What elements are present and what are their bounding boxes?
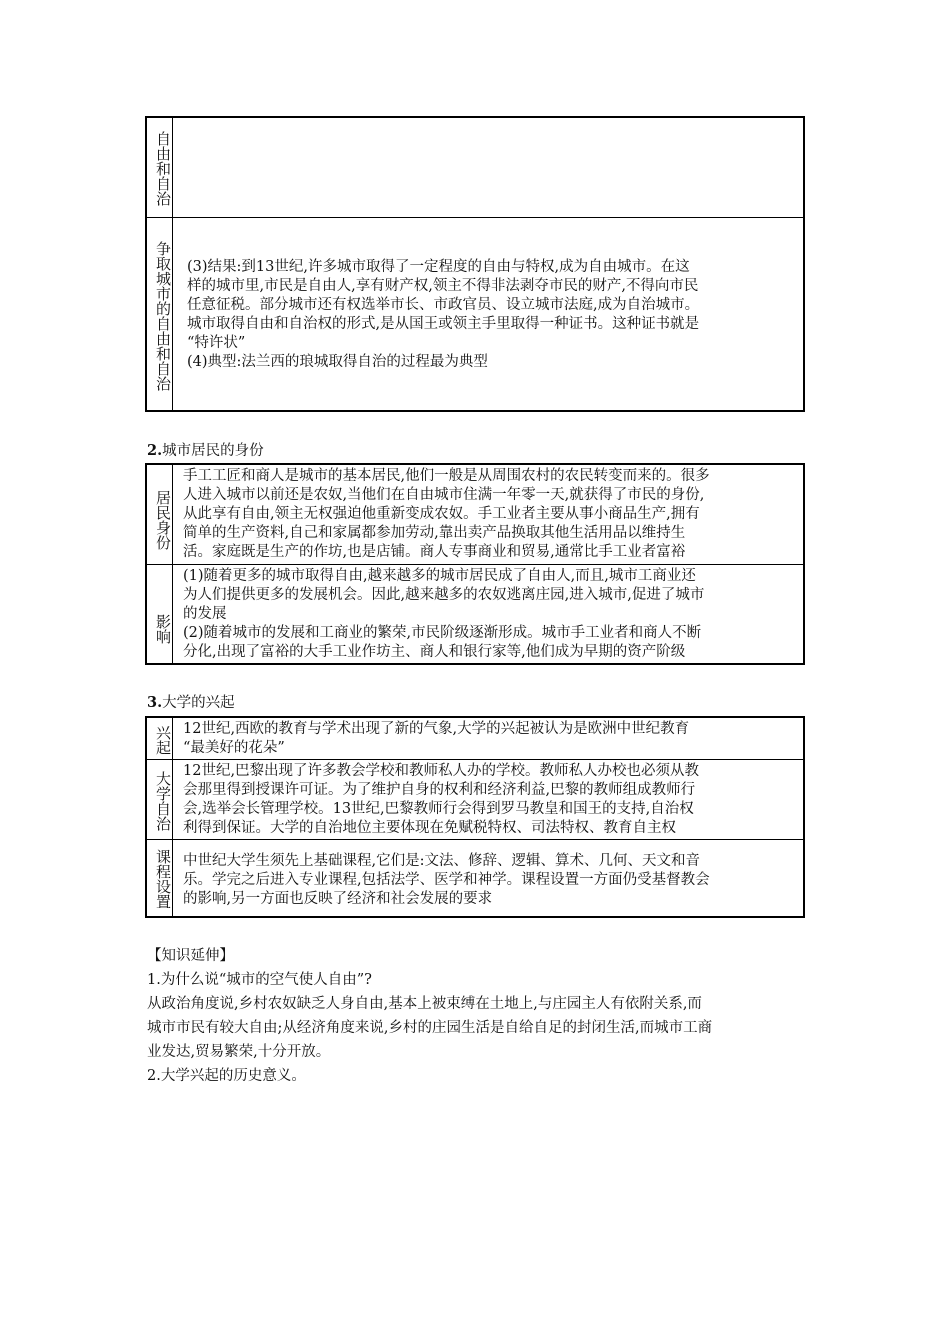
knowledge-extension <box>147 944 812 1088</box>
row-header-identity: 居民身份 <box>147 465 173 565</box>
answer-1-line: 从政治角度说,乡村农奴缺乏人身自由,基本上被束缚在土地上,与庄园主人有依附关系,而 <box>147 996 702 1012</box>
extension-heading: 【知识延伸】 <box>147 948 234 964</box>
row-cell-autonomy: 12世纪,巴黎出现了许多教会学校和教师私人办的学校。教师私人办校也必须从教 会那里得到授课许可证。为了维护自身的权利和经济利益,巴黎的教师组成教师行 会,选举会长管理学校。13世纪,巴黎教师行会得到罗马教皇和国王的支持,自治权 利得到保证。大学的自治地位主要体现在免赋税特权、司法特权、教育自主权 <box>173 760 803 840</box>
question-1: 1.为什么说“城市的空气使人自由”? <box>147 972 372 988</box>
row-cell-curriculum: 中世纪大学生须先上基础课程,它们是:文法、修辞、逻辑、算术、几何、天文和音 乐。学完之后进入专业课程,包括法学、医学和神学。课程设置一方面仍受基督教会 的影响,另一方面也反映了经济和社会发展的要求 <box>183 853 710 907</box>
city-autonomy-table <box>145 116 805 412</box>
row-header-rise: 兴起 <box>147 718 173 760</box>
row-header-freedom: 自由和自治 <box>147 118 173 218</box>
university-table <box>145 716 805 918</box>
row-cell-rise: 12世纪,西欧的教育与学术出现了新的气象,大学的兴起被认为是欧洲中世纪教育 “最美好的花朵” <box>173 718 803 760</box>
section-2-heading: 2.城市居民的身份 <box>147 442 264 459</box>
question-2: 2.大学兴起的历史意义。 <box>147 1068 306 1084</box>
row-header-autonomy: 大学自治 <box>147 760 173 840</box>
row-cell-freedom <box>173 118 803 218</box>
row-header-struggle: 争取城市的自由和自治 <box>147 218 173 412</box>
answer-1-line: 城市市民有较大自由;从经济角度来说,乡村的庄园生活是自给自足的封闭生活,而城市工商 <box>147 1020 713 1036</box>
row-cell-influence: (1)随着更多的城市取得自由,越来越多的城市居民成了自由人,而且,城市工商业还 为人们提供更多的发展机会。因此,越来越多的农奴逃离庄园,进入城市,促进了城市 的发展 (2)随着城市的发展和工商业的繁荣,市民阶级逐渐形成。城市手工业者和商人不断 分化,出现了富裕的大手工业作坊主、商人和银行家等,他们成为早期的资产阶级 <box>183 568 705 660</box>
row-cell-identity: 手工工匠和商人是城市的基本居民,他们一般是从周围农村的农民转变而来的。很多 人进入城市以前还是农奴,当他们在自由城市住满一年零一天,就获得了市民的身份, 从此享有自由,领主无权强迫他重新变成农奴。手工业者主要从事小商品生产,拥有 简单的生产资料,自己和家属都参加劳动,靠出卖产品换取其他生活用品以维持生 活。家庭既是生产的作坊,也是店铺。商人专事商业和贸易,通常比手工业者富裕 <box>173 465 803 565</box>
section-3-heading: 3.大学的兴起 <box>147 694 235 711</box>
row-header-influence: 影响 <box>147 565 173 665</box>
row-header-curriculum: 课程设置 <box>147 840 173 916</box>
citizen-identity-table <box>145 463 805 665</box>
row-cell-struggle: (3)结果:到13世纪,许多城市取得了一定程度的自由与特权,成为自由城市。在这 样的城市里,市民是自由人,享有财产权,领主不得非法剥夺市民的财产,不得向市民 任意征税。部分城市还有权选举市长、市政官员、设立城市法庭,成为自治城市。 城市取得自由和自治权的形式,是从国王或领主手里取得一种证书。这种证书就是 “特许状” (4)典型:法兰西的琅城取得自治的过程最为典型 <box>187 259 700 370</box>
answer-1-line: 业发达,贸易繁荣,十分开放。 <box>147 1044 331 1060</box>
